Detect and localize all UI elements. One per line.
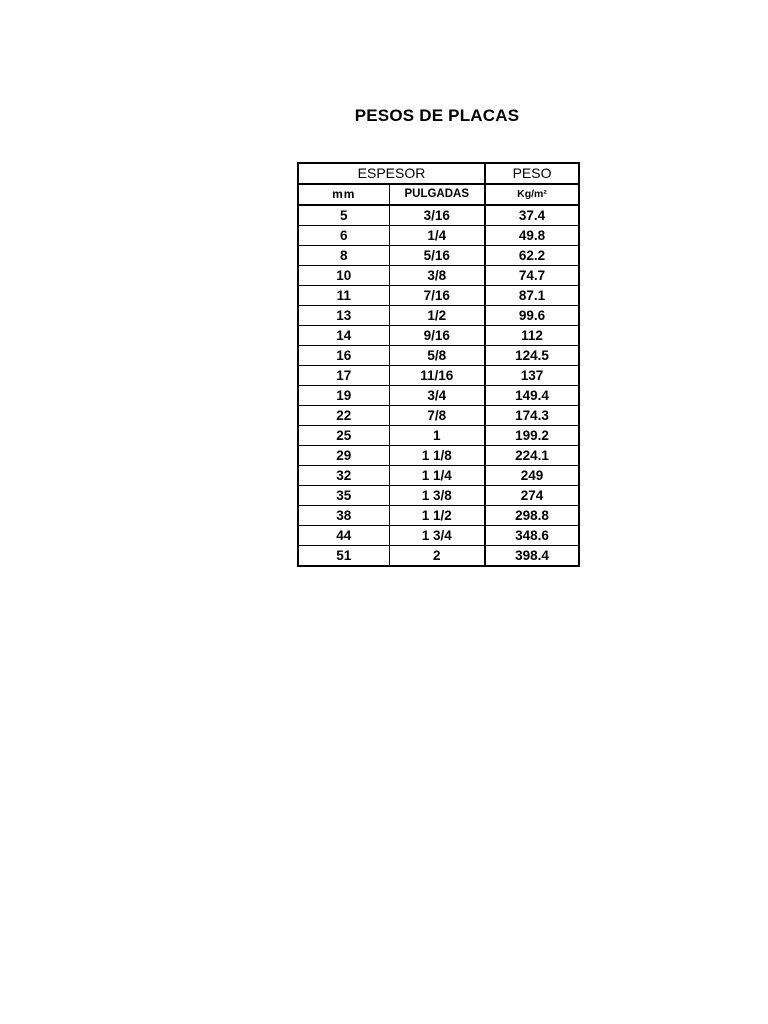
cell-mm: 25 [298,426,389,446]
table-row [298,266,579,286]
table-row [298,446,579,466]
table-row [298,366,579,386]
cell-pulgadas: 9/16 [389,326,485,346]
table-row [298,286,579,306]
table-body [298,205,579,566]
cell-peso: 174.3 [485,406,579,426]
table-row [298,406,579,426]
cell-peso: 62.2 [485,246,579,266]
cell-mm: 10 [298,266,389,286]
cell-pulgadas: 1 [389,426,485,446]
cell-mm: 14 [298,326,389,346]
header-pulgadas: PULGADAS [389,184,485,205]
cell-peso: 398.4 [485,546,579,567]
header-kg-m2: Kg/m² [485,184,579,205]
cell-mm: 19 [298,386,389,406]
cell-pulgadas: 2 [389,546,485,567]
sub-header-row [298,184,579,205]
cell-pulgadas: 1 3/8 [389,486,485,506]
header-espesor: ESPESOR [298,163,485,184]
table-row [298,546,579,567]
cell-peso: 124.5 [485,346,579,366]
cell-pulgadas: 7/8 [389,406,485,426]
cell-pulgadas: 11/16 [389,366,485,386]
cell-pulgadas: 1/4 [389,226,485,246]
cell-mm: 38 [298,506,389,526]
header-mm: mm [298,184,389,205]
cell-mm: 51 [298,546,389,567]
table-row [298,346,579,366]
cell-pulgadas: 5/8 [389,346,485,366]
cell-mm: 5 [298,205,389,226]
cell-pulgadas: 3/4 [389,386,485,406]
plate-weights-table [297,162,580,567]
cell-mm: 16 [298,346,389,366]
page-title: PESOS DE PLACAS [354,106,520,125]
table-row [298,426,579,446]
cell-mm: 17 [298,366,389,386]
cell-pulgadas: 3/16 [389,205,485,226]
cell-peso: 274 [485,486,579,506]
cell-mm: 35 [298,486,389,506]
cell-peso: 137 [485,366,579,386]
cell-peso: 87.1 [485,286,579,306]
cell-mm: 22 [298,406,389,426]
table-row [298,506,579,526]
cell-peso: 37.4 [485,205,579,226]
cell-pulgadas: 3/8 [389,266,485,286]
cell-peso: 49.8 [485,226,579,246]
table-row [298,226,579,246]
cell-peso: 99.6 [485,306,579,326]
cell-pulgadas: 1/2 [389,306,485,326]
cell-mm: 11 [298,286,389,306]
cell-mm: 29 [298,446,389,466]
cell-pulgadas: 1 3/4 [389,526,485,546]
header-peso: PESO [485,163,579,184]
table-row [298,246,579,266]
cell-mm: 13 [298,306,389,326]
cell-peso: 199.2 [485,426,579,446]
cell-mm: 6 [298,226,389,246]
cell-peso: 298.8 [485,506,579,526]
cell-peso: 149.4 [485,386,579,406]
table-row [298,205,579,226]
cell-peso: 112 [485,326,579,346]
table-row [298,326,579,346]
table-header [298,163,579,205]
cell-pulgadas: 1 1/2 [389,506,485,526]
group-header-row [298,163,579,184]
cell-pulgadas: 1 1/4 [389,466,485,486]
cell-pulgadas: 7/16 [389,286,485,306]
cell-mm: 44 [298,526,389,546]
cell-mm: 8 [298,246,389,266]
cell-mm: 32 [298,466,389,486]
table-row [298,386,579,406]
table-row [298,466,579,486]
cell-peso: 348.6 [485,526,579,546]
cell-peso: 249 [485,466,579,486]
table-row [298,486,579,506]
cell-pulgadas: 1 1/8 [389,446,485,466]
cell-peso: 224.1 [485,446,579,466]
table-row [298,526,579,546]
cell-peso: 74.7 [485,266,579,286]
cell-pulgadas: 5/16 [389,246,485,266]
table-row [298,306,579,326]
